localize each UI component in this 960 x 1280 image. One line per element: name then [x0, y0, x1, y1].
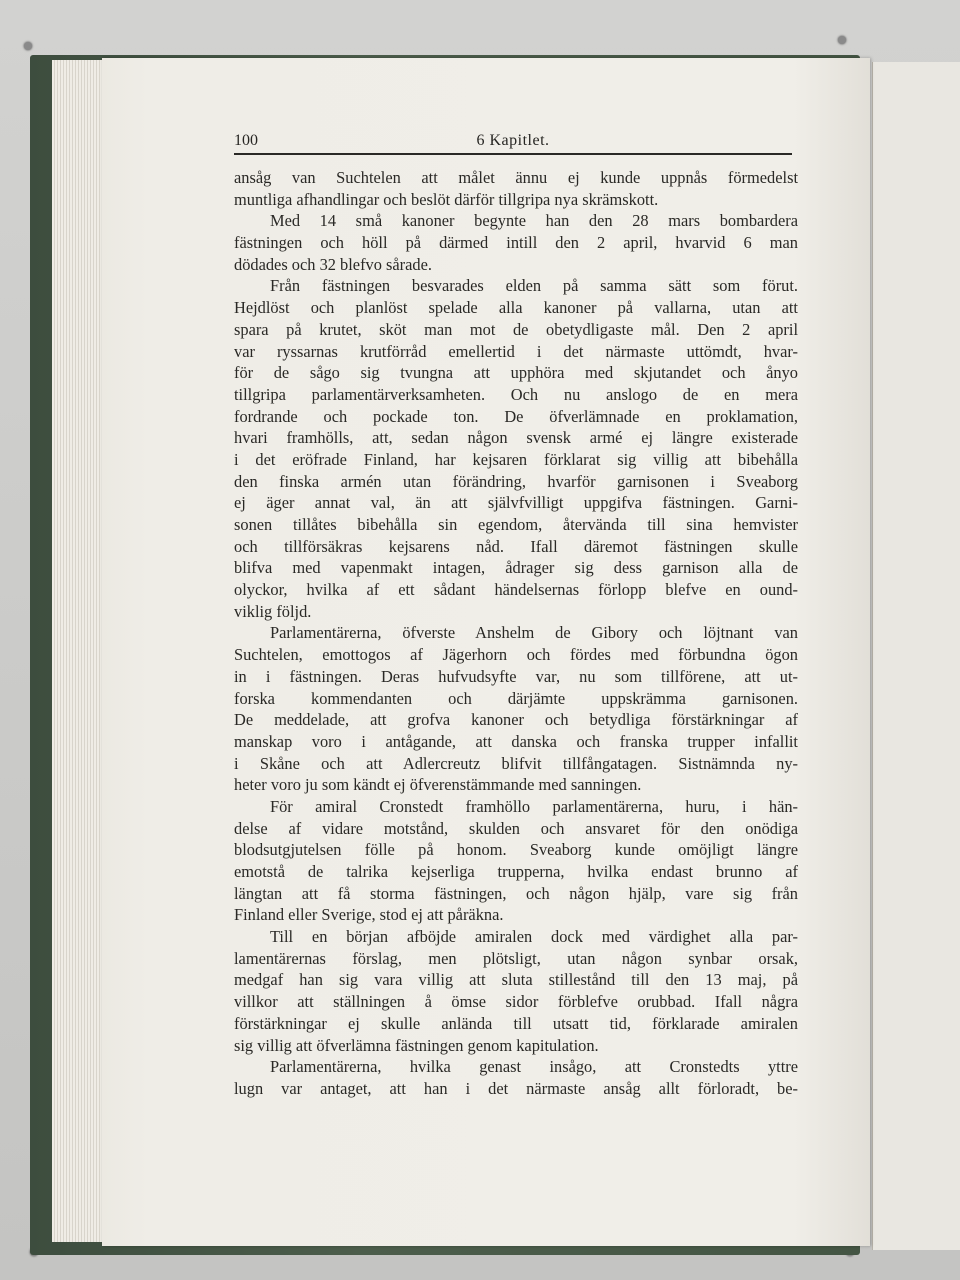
text-line: hvari framhölls, att, sedan någon svensk armé ej längre existerade: [234, 428, 798, 448]
text-line: De meddelade, att grofva kanoner och betydliga förstärkningar af: [234, 710, 798, 730]
text-line: lamentärernas förslag, men plötsligt, utan någon synbar orsak,: [234, 948, 798, 968]
text-line: heter voro ju som kändt ej öfverenstämmande med sanningen.: [234, 775, 642, 795]
text-line: ej äger annat val, än att självfvilligt uppgifva fästningen. Garni-: [234, 493, 798, 513]
text-line: sig villig att öfverlämna fästningen genom kapitulation.: [234, 1035, 599, 1055]
text-line: ansåg van Suchtelen att målet ännu ej kunde uppnås förmedelst: [234, 168, 798, 187]
text-line: emotstå de talrika kejserliga trupperna, hvilka endast brunno af: [234, 862, 798, 881]
text-line: var ryssarnas krutförråd emellertid i det närmaste uttömdt, hvar-: [234, 341, 798, 361]
pin-top-left: [24, 42, 32, 50]
text-line: Suchtelen, emottogos af Jägerhorn och fördes med förbundna ögon: [234, 645, 798, 665]
text-line: lugn var antaget, att han i det närmaste ansåg allt förloradt, be-: [234, 1078, 798, 1098]
facing-page: [872, 62, 960, 1250]
text-line: längtan att få storma fästningen, och någon hjälp, vare sig från: [234, 883, 798, 903]
text-line: Parlamentärerna, öfverste Anshelm de Gibory och löjtnant van: [270, 623, 798, 643]
text-line: forska kommendanten och därjämte uppskrämma garnisonen.: [234, 688, 798, 708]
text-line: och tillförsäkras kejsarens nåd. Ifall däremot fästningen skulle: [234, 536, 798, 556]
text-line: viklig följd.: [234, 601, 312, 621]
text-line: blifva med vapenmakt intagen, ådrager sig dess garnison alla de: [234, 558, 798, 578]
page-edges: [52, 60, 104, 1242]
text-line: för de sågo sig tvungna att upphöra med skjutandet och ånyo: [234, 363, 798, 383]
text-line: manskap voro i antågande, att danska och franska trupper infallit: [234, 731, 798, 751]
text-line: olyckor, hvilka af ett sådant händelsernas förlopp blefve en ound-: [234, 580, 798, 600]
text-line: den finska armén utan förändring, hvarför garnisonen i Sveaborg: [234, 471, 798, 491]
text-line: spara på krutet, sköt man mot de obetydligaste mål. Den 2 april: [234, 319, 798, 339]
page-number: 100: [234, 132, 258, 149]
text-line: in i fästningen. Deras hufvudsyfte var, nu som tillförene, att ut-: [234, 666, 798, 686]
text-line: Parlamentärerna, hvilka genast insågo, att Cronstedts yttre: [270, 1057, 798, 1077]
text-line: medgaf han sig vara villig att sluta stillestånd till den 13 maj, på: [234, 970, 798, 990]
running-head: [234, 132, 792, 152]
chapter-title: 6 Kapitlet.: [476, 132, 550, 149]
text-line: Från fästningen besvarades elden på samma sätt som förut.: [270, 276, 798, 296]
text-line: fästningen och höll på därmed intill den 2 april, hvarvid 6 man: [234, 233, 798, 253]
pin-top-right: [838, 36, 846, 44]
text-line: tillgripa parlamentärverksamheten. Och nu anslogo de en mera: [234, 384, 798, 404]
text-line: Finland eller Sverige, stod ej att påräkna.: [234, 905, 504, 925]
text-line: Med 14 små kanoner begynte han den 28 mars bombardera: [270, 211, 798, 231]
text-line: förstärkningar ej skulle anlända till utsatt tid, förklarade amiralen: [234, 1013, 798, 1033]
text-line: dödades och 32 blefvo sårade.: [234, 254, 432, 274]
text-line: Till en början afböjde amiralen dock med värdighet alla par-: [270, 927, 798, 947]
text-line: Hejdlöst och planlöst spelade alla kanoner på vallarna, utan att: [234, 298, 798, 318]
text-line: fordrande och pockade ton. De öfverlämnade en proklamation,: [234, 406, 798, 426]
header-rule: [234, 153, 792, 155]
text-line: sonen tillåtes bibehålla sin egendom, återvända till sina hemvister: [234, 515, 798, 534]
text-line: muntliga afhandlingar och beslöt därför tillgripa nya skrämskott.: [234, 189, 659, 209]
text-line: delse af vidare motstånd, skulden och ansvaret för den onödiga: [234, 818, 798, 838]
text-line: i Skåne och att Adlercreutz blifvit tillfångatagen. Sistnämnda ny-: [234, 753, 798, 773]
text-line: För amiral Cronstedt framhöllo parlamentärerna, huru, i hän-: [270, 796, 798, 816]
text-line: villkor att ställningen å ömse sidor förblefve orubbad. Ifall några: [234, 992, 798, 1012]
text-line: blodsutgjutelsen fölle på honom. Sveaborg kunde omöjligt längre: [234, 840, 798, 860]
text-line: i det eröfrade Finland, har kejsaren förklarat sig villig att bibehålla: [234, 449, 798, 469]
body-text: [234, 167, 798, 1100]
